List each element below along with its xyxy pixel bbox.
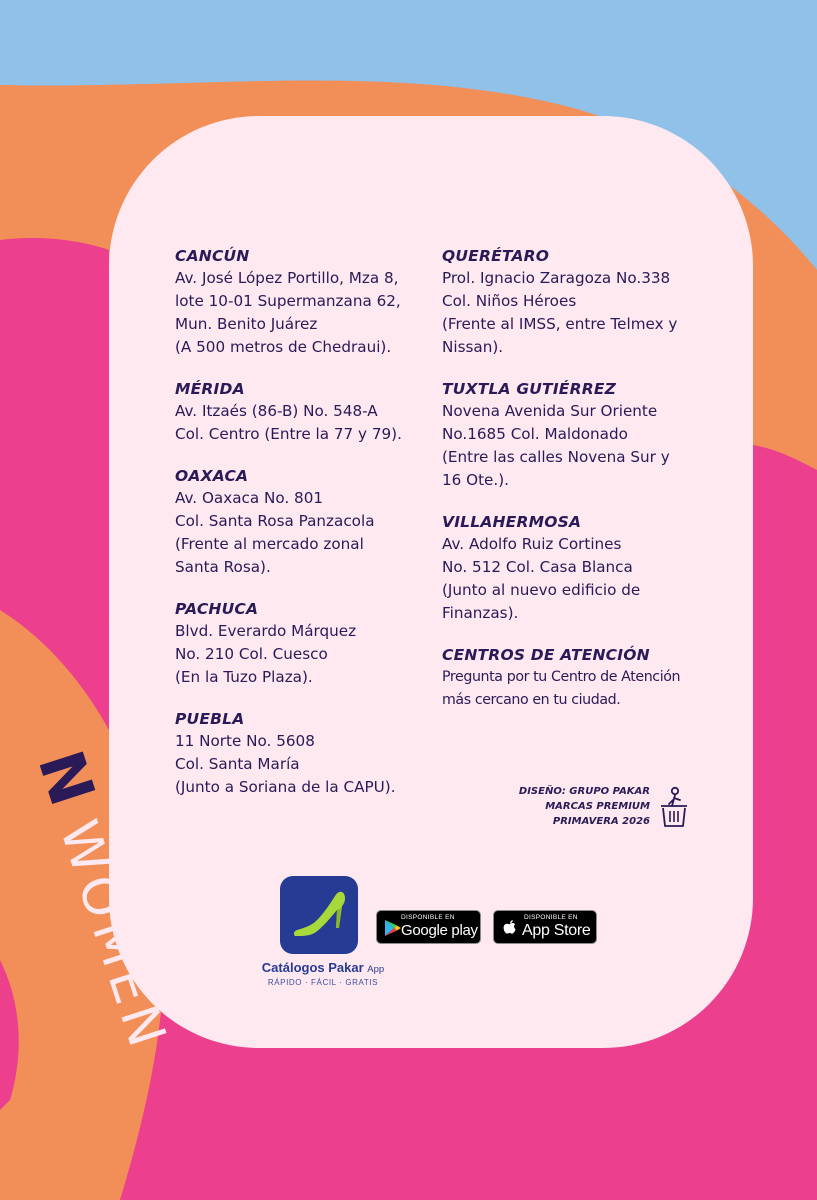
branch-address: Novena Avenida Sur Oriente No.1685 Col. Maldonado (Entre las calles Novena Sur y 16 Ote.). [442, 402, 670, 489]
branch-puebla [175, 708, 437, 799]
branch-city: VILLAHERMOSA [442, 513, 582, 531]
app-store-label: App Store [522, 922, 591, 939]
google-play-label: Google play [401, 922, 478, 939]
branch-address: Prol. Ignacio Zaragoza No.338 Col. Niños Héroes (Frente al IMSS, entre Telmex y Nissan). [442, 269, 678, 356]
google-play-icon [383, 918, 403, 938]
branch-city: MÉRIDA [175, 380, 245, 398]
branch-address: Av. José López Portillo, Mza 8, lote 10-01 Supermanzana 62, Mun. Benito Juárez (A 500 metros de Chedraui). [175, 269, 401, 356]
branch-city: QUERÉTARO [442, 247, 550, 265]
branch-tuxtla [442, 378, 732, 492]
branch-city: PACHUCA [175, 600, 259, 618]
branch-city: CANCÚN [175, 247, 250, 265]
app-name-label [248, 960, 398, 975]
branch-address: Blvd. Everardo Márquez No. 210 Col. Cuesco (En la Tuzo Plaza). [175, 622, 357, 686]
branch-merida [175, 378, 437, 446]
app-store-sup: DISPONIBLE EN [524, 914, 578, 921]
branches-right-column [442, 245, 732, 731]
branch-pachuca [175, 598, 437, 689]
branch-city: OAXACA [175, 467, 249, 485]
credits-line: PRIMAVERA 2026 [552, 816, 650, 827]
branch-address: 11 Norte No. 5608 Col. Santa María (Junto a Soriana de la CAPU). [175, 732, 396, 796]
google-play-sup: DISPONIBLE EN [401, 914, 455, 921]
catalogos-pakar-app-icon[interactable] [280, 876, 358, 954]
trash-bin-recycle-icon [658, 786, 690, 828]
centros-de-atencion [442, 644, 732, 712]
branches-left-column [175, 245, 437, 818]
branch-address: Av. Oaxaca No. 801 Col. Santa Rosa Panzacola (Frente al mercado zonal Santa Rosa). [175, 489, 375, 576]
app-name-text: Catálogos Pakar [261, 960, 364, 975]
branch-queretaro [442, 245, 732, 359]
branch-address: Av. Adolfo Ruiz Cortines No. 512 Col. Casa Blanca (Junto al nuevo edificio de Finanzas). [442, 535, 641, 622]
branch-city: PUEBLA [175, 710, 245, 728]
app-tagline: RÁPIDO · FÁCIL · GRATIS [267, 978, 379, 987]
credits-line: DISEÑO: GRUPO PAKAR [518, 786, 650, 797]
centros-text: Pregunta por tu Centro de Atención más cercano en tu ciudad. [442, 669, 681, 708]
google-play-badge[interactable] [376, 910, 481, 944]
branch-address: Av. Itzaés (86-B) No. 548-A Col. Centro (Entre la 77 y 79). [175, 402, 402, 443]
credits-line: MARCAS PREMIUM [545, 801, 650, 812]
high-heel-shoe-icon [280, 876, 358, 954]
branch-oaxaca [175, 465, 437, 579]
apple-icon [500, 918, 520, 938]
side-letter-fragment: N [23, 742, 110, 814]
app-store-badge[interactable] [493, 910, 597, 944]
branch-villahermosa [442, 511, 732, 625]
app-name-suffix: App [367, 964, 385, 975]
design-credits [470, 784, 650, 829]
centros-title: CENTROS DE ATENCIÓN [442, 646, 650, 664]
branch-city: TUXTLA GUTIÉRREZ [442, 380, 617, 398]
branch-cancun [175, 245, 437, 359]
